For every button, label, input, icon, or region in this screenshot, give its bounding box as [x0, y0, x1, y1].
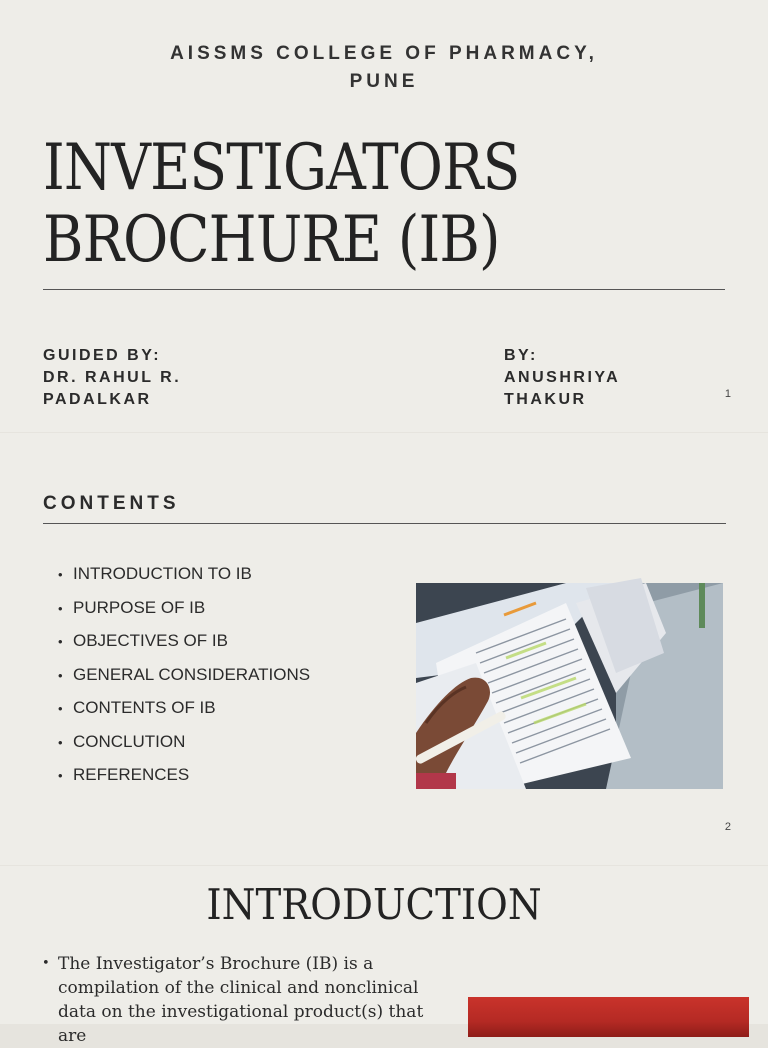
intro-line-2: compilation of the clinical and nonclinical — [58, 978, 419, 998]
slide-title — [0, 0, 768, 432]
title-line-1: INVESTIGATORS — [43, 131, 520, 205]
bullet-icon: • — [58, 634, 63, 649]
college-line-1: AISSMS COLLEGE OF PHARMACY, — [170, 43, 598, 64]
list-item — [58, 759, 310, 793]
list-item-label: PURPOSE OF IB — [73, 597, 206, 617]
list-item-label: GENERAL CONSIDERATIONS — [73, 664, 311, 684]
bullet-icon: • — [58, 701, 63, 716]
guided-by-block — [43, 345, 181, 411]
bullet-icon: • — [58, 567, 63, 582]
presentation-title — [43, 132, 519, 276]
list-item — [58, 625, 310, 659]
list-item — [58, 692, 310, 726]
bullet-icon: • — [58, 768, 63, 783]
contents-list — [58, 558, 310, 793]
contents-heading: CONTENTS — [43, 493, 180, 514]
college-name — [0, 40, 768, 96]
list-item — [58, 659, 310, 693]
bullet-icon: • — [58, 667, 63, 683]
introduction-title: INTRODUCTION — [206, 880, 542, 929]
slide-contents — [0, 433, 768, 865]
guide-name-line-2: PADALKAR — [43, 391, 152, 408]
document-review-illustration — [416, 583, 723, 789]
list-item-label: REFERENCES — [73, 765, 190, 784]
college-line-2: PUNE — [349, 71, 419, 92]
list-item — [58, 592, 310, 626]
guide-name-line-1: DR. RAHUL R. — [43, 369, 182, 386]
author-name-line-1: ANUSHRIYA — [504, 369, 621, 386]
author-name-line-2: THAKUR — [504, 391, 587, 408]
intro-line-3: data on the investigational product(s) that are — [58, 1002, 424, 1046]
bullet-icon: • — [42, 956, 50, 971]
list-item-label: OBJECTIVES OF IB — [73, 631, 228, 650]
introduction-photo — [468, 997, 749, 1037]
bullet-icon: • — [58, 734, 63, 750]
title-divider — [43, 289, 725, 290]
list-item-label: CONTENTS OF IB — [73, 698, 216, 717]
page-number: 2 — [724, 821, 731, 833]
slide-introduction — [0, 866, 768, 1046]
introduction-lines — [58, 952, 442, 1048]
intro-line-1: The Investigator’s Brochure (IB) is a — [58, 954, 374, 974]
list-item — [58, 726, 310, 760]
page-number: 1 — [724, 388, 731, 400]
title-line-2: BROCHURE (IB) — [43, 203, 500, 277]
list-item — [58, 558, 310, 592]
document-review-photo — [416, 583, 723, 789]
list-item-label: INTRODUCTION TO IB — [73, 564, 252, 583]
bullet-icon: • — [58, 600, 63, 616]
author-label: BY: — [504, 347, 538, 364]
introduction-paragraph — [42, 952, 442, 1048]
author-block — [504, 345, 620, 411]
guided-by-label: GUIDED BY: — [43, 347, 162, 364]
contents-divider — [43, 523, 726, 524]
list-item-label: CONCLUTION — [73, 731, 186, 751]
